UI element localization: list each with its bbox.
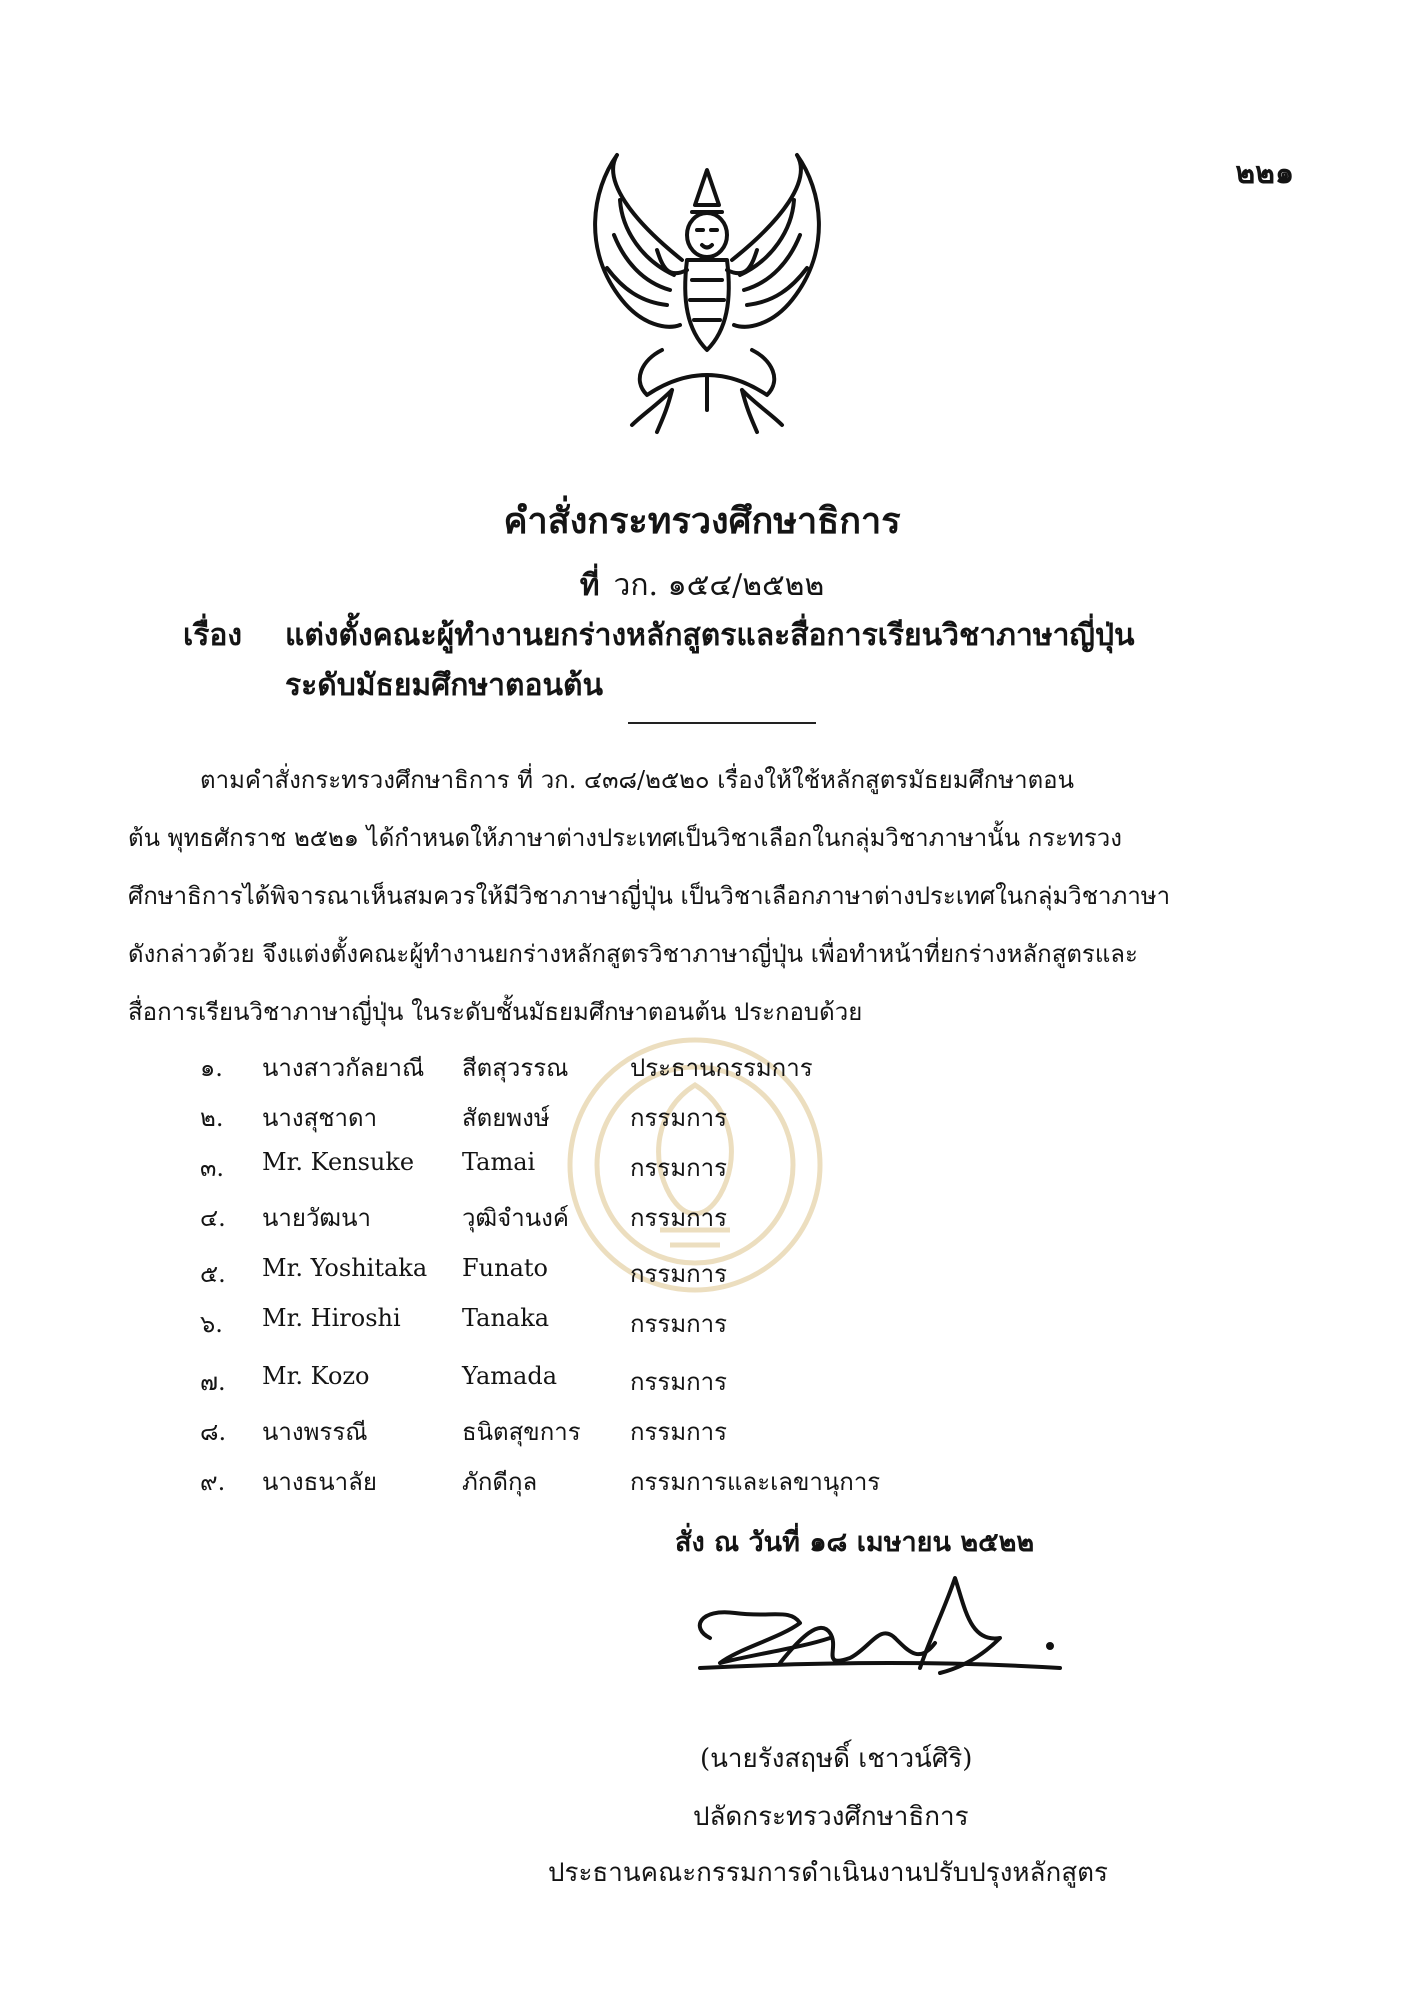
body-line-5: สื่อการเรียนวิชาภาษาญี่ปุ่น ในระดับชั้นมัธยมศึกษาตอนต้น ประกอบด้วย [128,998,863,1026]
signer-position: ปลัดกระทรวงศึกษาธิการ [693,1802,969,1832]
member-first-name: Mr. Yoshitaka [262,1254,428,1282]
member-first-name: นางธนาลัย [262,1468,377,1496]
signer-committee-role: ประธานคณะกรรมการดำเนินงานปรับปรุงหลักสูตร [548,1858,1108,1888]
member-number: ๖. [200,1310,223,1338]
member-last-name: สีตสุวรรณ [462,1054,569,1082]
subject-line-1: แต่งตั้งคณะผู้ทำงานยกร่างหลักสูตรและสื่อการเรียนวิชาภาษาญี่ปุ่น [285,618,1135,653]
member-first-name: นางสาวกัลยาณี [262,1054,425,1082]
handwritten-signature-icon [680,1568,1080,1698]
signer-name: (นายรังสฤษดิ์ เชาวน์ศิริ) [700,1744,973,1774]
member-number: ๗. [200,1368,226,1396]
member-role: กรรมการ [630,1418,728,1446]
member-first-name: นางสุชาดา [262,1104,378,1132]
member-role: กรรมการ [630,1104,728,1132]
document-title: คำสั่งกระทรวงศึกษาธิการ [503,500,901,542]
member-number: ๔. [200,1204,226,1232]
divider-rule [628,722,816,724]
order-date: สั่ง ณ วันที่ ๑๘ เมษายน ๒๕๒๒ [675,1527,1035,1558]
member-first-name: Mr. Hiroshi [262,1304,401,1332]
member-number: ๑. [200,1054,223,1082]
document-number-label: ที่ [579,568,600,603]
member-role: กรรมการ [630,1310,728,1338]
member-role: ประธานกรรมการ [630,1054,813,1082]
garuda-emblem-icon [562,150,852,440]
body-line-1: ตามคำสั่งกระทรวงศึกษาธิการ ที่ วก. ๔๓๘/๒๕๒๐ เรื่องให้ใช้หลักสูตรมัธยมศึกษาตอน [200,766,1074,794]
member-first-name: Mr. Kensuke [262,1148,415,1176]
subject-label: เรื่อง [183,618,243,653]
member-last-name: Tanaka [462,1304,550,1332]
member-role: กรรมการและเลขานุการ [630,1468,881,1496]
member-role: กรรมการ [630,1368,728,1396]
member-role: กรรมการ [630,1204,728,1232]
body-line-2: ต้น พุทธศักราช ๒๕๒๑ ได้กำหนดให้ภาษาต่างประเทศเป็นวิชาเลือกในกลุ่มวิชาภาษานั้น กระทรวง [128,824,1122,852]
member-last-name: ธนิตสุขการ [462,1418,581,1446]
member-number: ๒. [200,1104,224,1132]
member-number: ๙. [200,1468,226,1496]
document-number [0,562,1404,609]
member-last-name: Yamada [462,1362,558,1390]
member-role: กรรมการ [630,1260,728,1288]
member-last-name: ภักดีกุล [462,1468,538,1496]
subject-line-2: ระดับมัธยมศึกษาตอนต้น [285,668,604,703]
page-number: ๒๒๑ [1235,156,1294,191]
member-first-name: นายวัฒนา [262,1204,371,1232]
member-last-name: วุฒิจำนงค์ [462,1204,569,1232]
member-last-name: Tamai [462,1148,536,1176]
member-last-name: สัตยพงษ์ [462,1104,550,1132]
member-last-name: Funato [462,1254,548,1282]
member-first-name: Mr. Kozo [262,1362,370,1390]
body-line-3: ศึกษาธิการได้พิจารณาเห็นสมควรให้มีวิชาภาษาญี่ปุ่น เป็นวิชาเลือกภาษาต่างประเทศในกลุ่มวิชาภาษา [128,882,1171,910]
member-number: ๘. [200,1418,227,1446]
member-role: กรรมการ [630,1154,728,1182]
document-number-value: วก. ๑๕๔/๒๕๒๒ [613,568,825,603]
member-first-name: นางพรรณี [262,1418,368,1446]
member-number: ๓. [200,1154,225,1182]
body-line-4: ดังกล่าวด้วย จึงแต่งตั้งคณะผู้ทำงานยกร่างหลักสูตรวิชาภาษาญี่ปุ่น เพื่อทำหน้าที่ยกร่างหลักสูตรและ [128,940,1138,968]
member-number: ๕. [200,1260,226,1288]
